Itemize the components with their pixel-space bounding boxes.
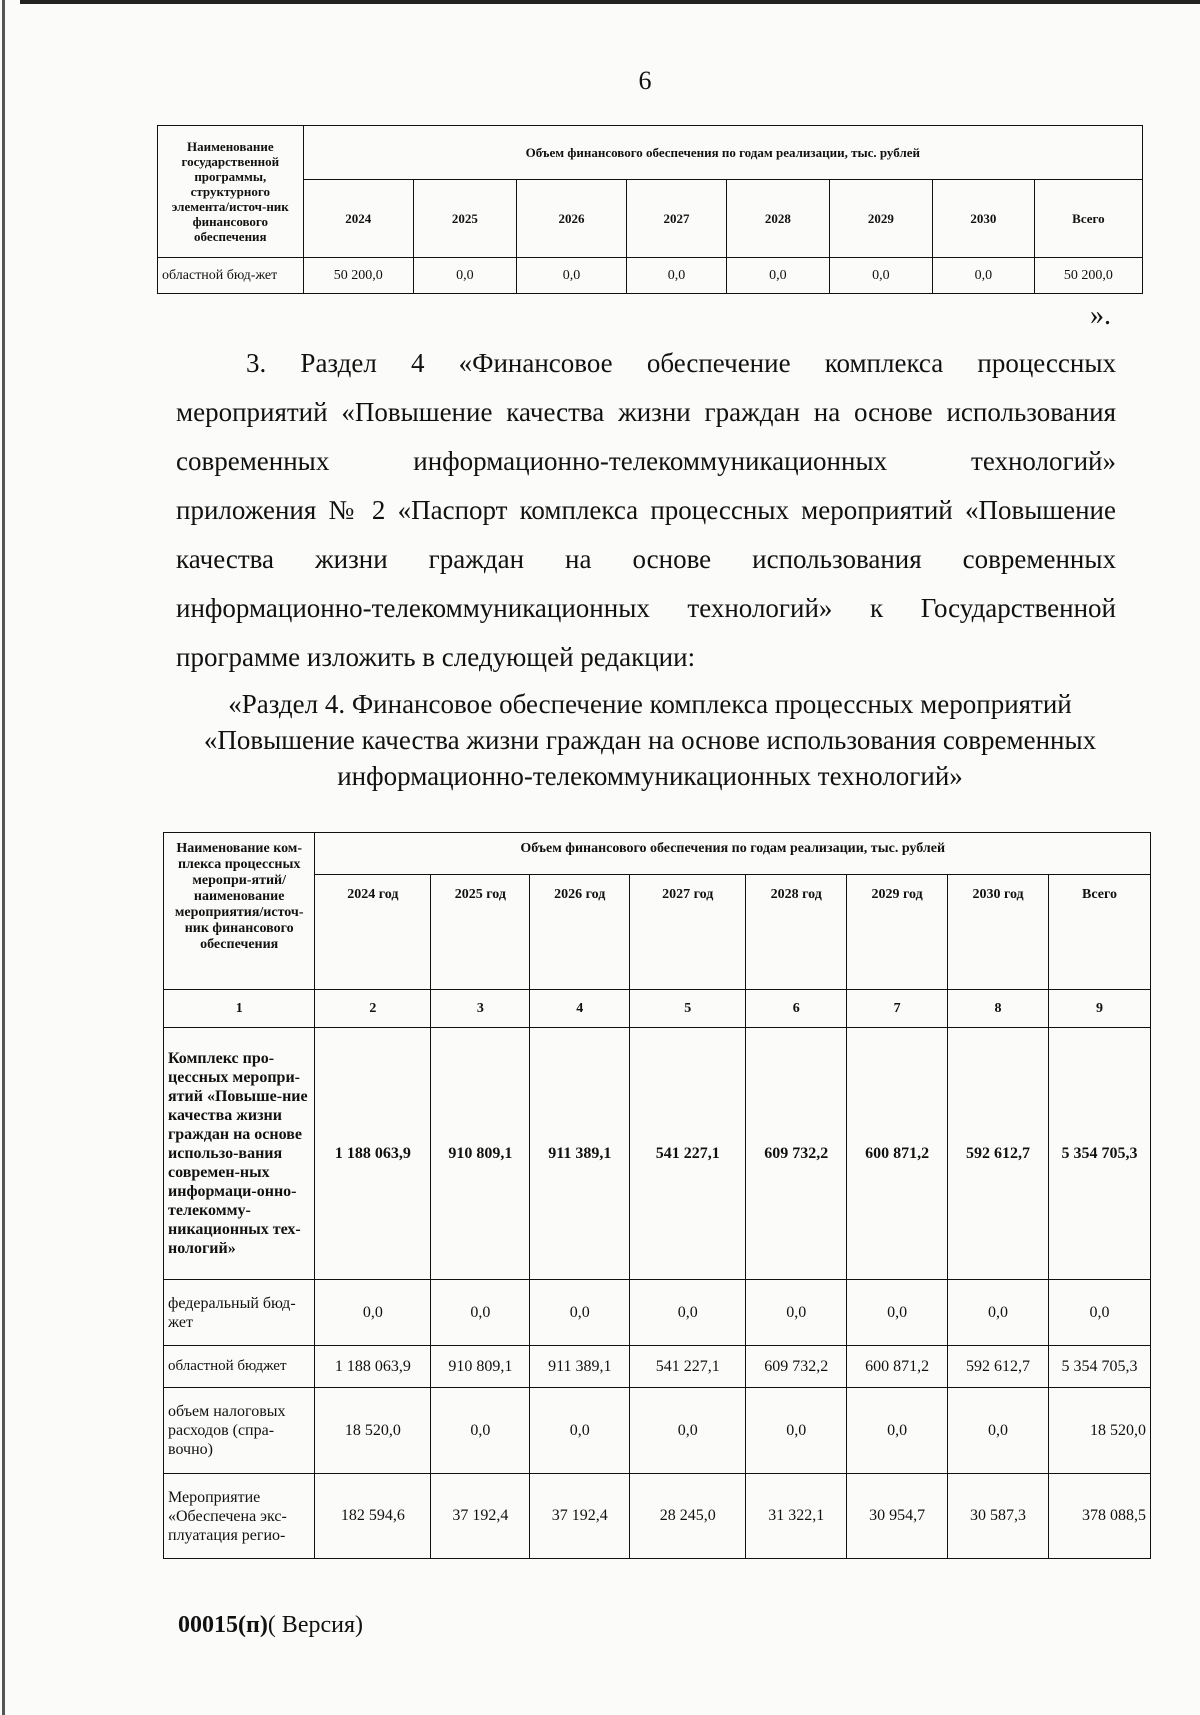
table2-volume-header: Объем финансового обеспечения по годам реализации, тыс. рублей	[315, 833, 1151, 875]
table-row	[164, 1028, 1151, 1280]
table1-year: 2024	[303, 180, 413, 258]
table2-cell: 0,0	[746, 1388, 847, 1474]
table2-row-name: объем налоговых расходов (спра-вочно)	[164, 1388, 315, 1474]
table1-cell: 0,0	[829, 258, 932, 294]
table2-cell: 0,0	[948, 1388, 1049, 1474]
column-number: 1	[164, 990, 315, 1028]
column-number: 3	[431, 990, 530, 1028]
table-row	[164, 1280, 1151, 1346]
paragraph-line: мероприятий «Повышение качества жизни граждан на основе использования	[176, 397, 1116, 427]
table1-name-header: Наименование государственной программы, структурного элемента/источ-ник финансового обеспечения	[158, 126, 304, 258]
closing-quote: ».	[1090, 300, 1111, 331]
table-row	[164, 1346, 1151, 1388]
amendment-paragraph	[176, 339, 1116, 682]
table2-cell: 0,0	[948, 1280, 1049, 1346]
table1-year: 2025	[413, 180, 516, 258]
table2-cell: 0,0	[630, 1388, 746, 1474]
scan-edge-left	[2, 0, 5, 1715]
table2-column-numbers	[164, 990, 1151, 1028]
table1-cell: 0,0	[413, 258, 516, 294]
table2-cell: 609 732,2	[746, 1346, 847, 1388]
table2-year: 2028 год	[746, 875, 847, 990]
table2-year: 2024 год	[315, 875, 431, 990]
table1-year: 2028	[726, 180, 829, 258]
document-version: ( Версия)	[267, 1612, 363, 1638]
paragraph-line: информационно-телекоммуникационных технологий» к Государственной	[176, 593, 1116, 623]
table2-cell: 30 954,7	[847, 1474, 948, 1559]
table2-cell: 600 871,2	[847, 1346, 948, 1388]
paragraph-line: 3. Раздел 4 «Финансовое обеспечение комплекса процессных	[246, 348, 1116, 378]
table2-row-name: Комплекс про-цессных меропри-ятий «Повыше-ние качества жизни граждан на основе использо-вания современ-ных информаци-онно-телекомму-никационных тех-нологий»	[164, 1028, 315, 1280]
table2-cell: 0,0	[530, 1388, 630, 1474]
table1-cell: 0,0	[627, 258, 727, 294]
document-footer	[178, 1612, 363, 1639]
table2-cell: 378 088,5	[1048, 1474, 1150, 1559]
paragraph-line: программе изложить в следующей редакции:	[176, 642, 696, 672]
table2-cell: 910 809,1	[431, 1028, 530, 1280]
section-heading-line: информационно-телекоммуникационных технологий»	[337, 761, 963, 791]
table2-year: 2030 год	[948, 875, 1049, 990]
table2-cell: 18 520,0	[315, 1388, 431, 1474]
table2-row-name: федеральный бюд-жет	[164, 1280, 315, 1346]
table2-cell: 541 227,1	[630, 1346, 746, 1388]
table1-year: Всего	[1034, 180, 1142, 258]
table2-cell: 911 389,1	[530, 1028, 630, 1280]
page-number: 6	[638, 66, 652, 95]
financing-table-complex	[163, 832, 1151, 1559]
paragraph-line: качества жизни граждан на основе использования современных	[176, 544, 1116, 574]
column-number: 8	[948, 990, 1049, 1028]
section-heading	[160, 686, 1140, 794]
table2-name-header: Наименование ком-плекса процессных меропри-ятий/наименование мероприятия/источ-ник финансового обеспечения	[164, 833, 315, 990]
table2-cell: 0,0	[431, 1280, 530, 1346]
section-heading-line: «Повышение качества жизни граждан на основе использования современных	[203, 725, 1097, 755]
column-number: 6	[746, 990, 847, 1028]
section-heading-line: «Раздел 4. Финансовое обеспечение комплекса процессных мероприятий	[228, 689, 1072, 719]
column-number: 4	[530, 990, 630, 1028]
table1-year: 2027	[627, 180, 727, 258]
table2-cell: 1 188 063,9	[315, 1028, 431, 1280]
table2-year: 2027 год	[630, 875, 746, 990]
table2-cell: 0,0	[431, 1388, 530, 1474]
table2-cell: 18 520,0	[1048, 1388, 1150, 1474]
table2-cell: 911 389,1	[530, 1346, 630, 1388]
column-number: 9	[1048, 990, 1150, 1028]
table1-year-row	[158, 180, 1143, 258]
table2-year: Всего	[1048, 875, 1150, 990]
financing-table-program	[157, 125, 1143, 294]
table2-cell: 0,0	[630, 1280, 746, 1346]
table2-cell: 0,0	[315, 1280, 431, 1346]
table1-cell: 0,0	[932, 258, 1034, 294]
table-row	[158, 258, 1143, 294]
table2-cell: 0,0	[530, 1280, 630, 1346]
table2-cell: 0,0	[1048, 1280, 1150, 1346]
table2-cell: 30 587,3	[948, 1474, 1049, 1559]
table1-year: 2030	[932, 180, 1034, 258]
table1-volume-header: Объем финансового обеспечения по годам реализации, тыс. рублей	[303, 126, 1142, 180]
table2-row-name: областной бюджет	[164, 1346, 315, 1388]
table2-cell: 31 322,1	[746, 1474, 847, 1559]
table2-cell: 1 188 063,9	[315, 1346, 431, 1388]
column-number: 2	[315, 990, 431, 1028]
table1-cell: 0,0	[726, 258, 829, 294]
table2-year: 2026 год	[530, 875, 630, 990]
table1-year: 2029	[829, 180, 932, 258]
paragraph-line: современных информационно-телекоммуникационных технологий»	[176, 446, 1116, 476]
table2-cell: 0,0	[847, 1280, 948, 1346]
table2-year: 2029 год	[847, 875, 948, 990]
table1-cell: 0,0	[516, 258, 626, 294]
table2-cell: 592 612,7	[948, 1028, 1049, 1280]
table2-cell: 609 732,2	[746, 1028, 847, 1280]
table2-cell: 600 871,2	[847, 1028, 948, 1280]
table2-cell: 28 245,0	[630, 1474, 746, 1559]
table2-cell: 0,0	[847, 1388, 948, 1474]
table2-cell: 592 612,7	[948, 1346, 1049, 1388]
table2-year: 2025 год	[431, 875, 530, 990]
column-number: 5	[630, 990, 746, 1028]
table2-cell: 0,0	[746, 1280, 847, 1346]
table2-row-name: Мероприятие «Обеспечена экс-плуатация регио-	[164, 1474, 315, 1559]
document-code: 00015(п)	[178, 1612, 268, 1638]
table1-cell: 50 200,0	[303, 258, 413, 294]
table2-cell: 5 354 705,3	[1048, 1028, 1150, 1280]
table1-row-name: областной бюд-жет	[158, 258, 304, 294]
table2-cell: 5 354 705,3	[1048, 1346, 1150, 1388]
table2-cell: 541 227,1	[630, 1028, 746, 1280]
table2-cell: 182 594,6	[315, 1474, 431, 1559]
table1-cell: 50 200,0	[1034, 258, 1142, 294]
table1-year: 2026	[516, 180, 626, 258]
table2-cell: 37 192,4	[530, 1474, 630, 1559]
scan-edge-top	[20, 0, 1200, 4]
table-row	[164, 1388, 1151, 1474]
table2-cell: 37 192,4	[431, 1474, 530, 1559]
column-number: 7	[847, 990, 948, 1028]
table-row	[164, 1474, 1151, 1559]
paragraph-line: приложения № 2 «Паспорт комплекса процессных мероприятий «Повышение	[176, 495, 1116, 525]
table2-cell: 910 809,1	[431, 1346, 530, 1388]
